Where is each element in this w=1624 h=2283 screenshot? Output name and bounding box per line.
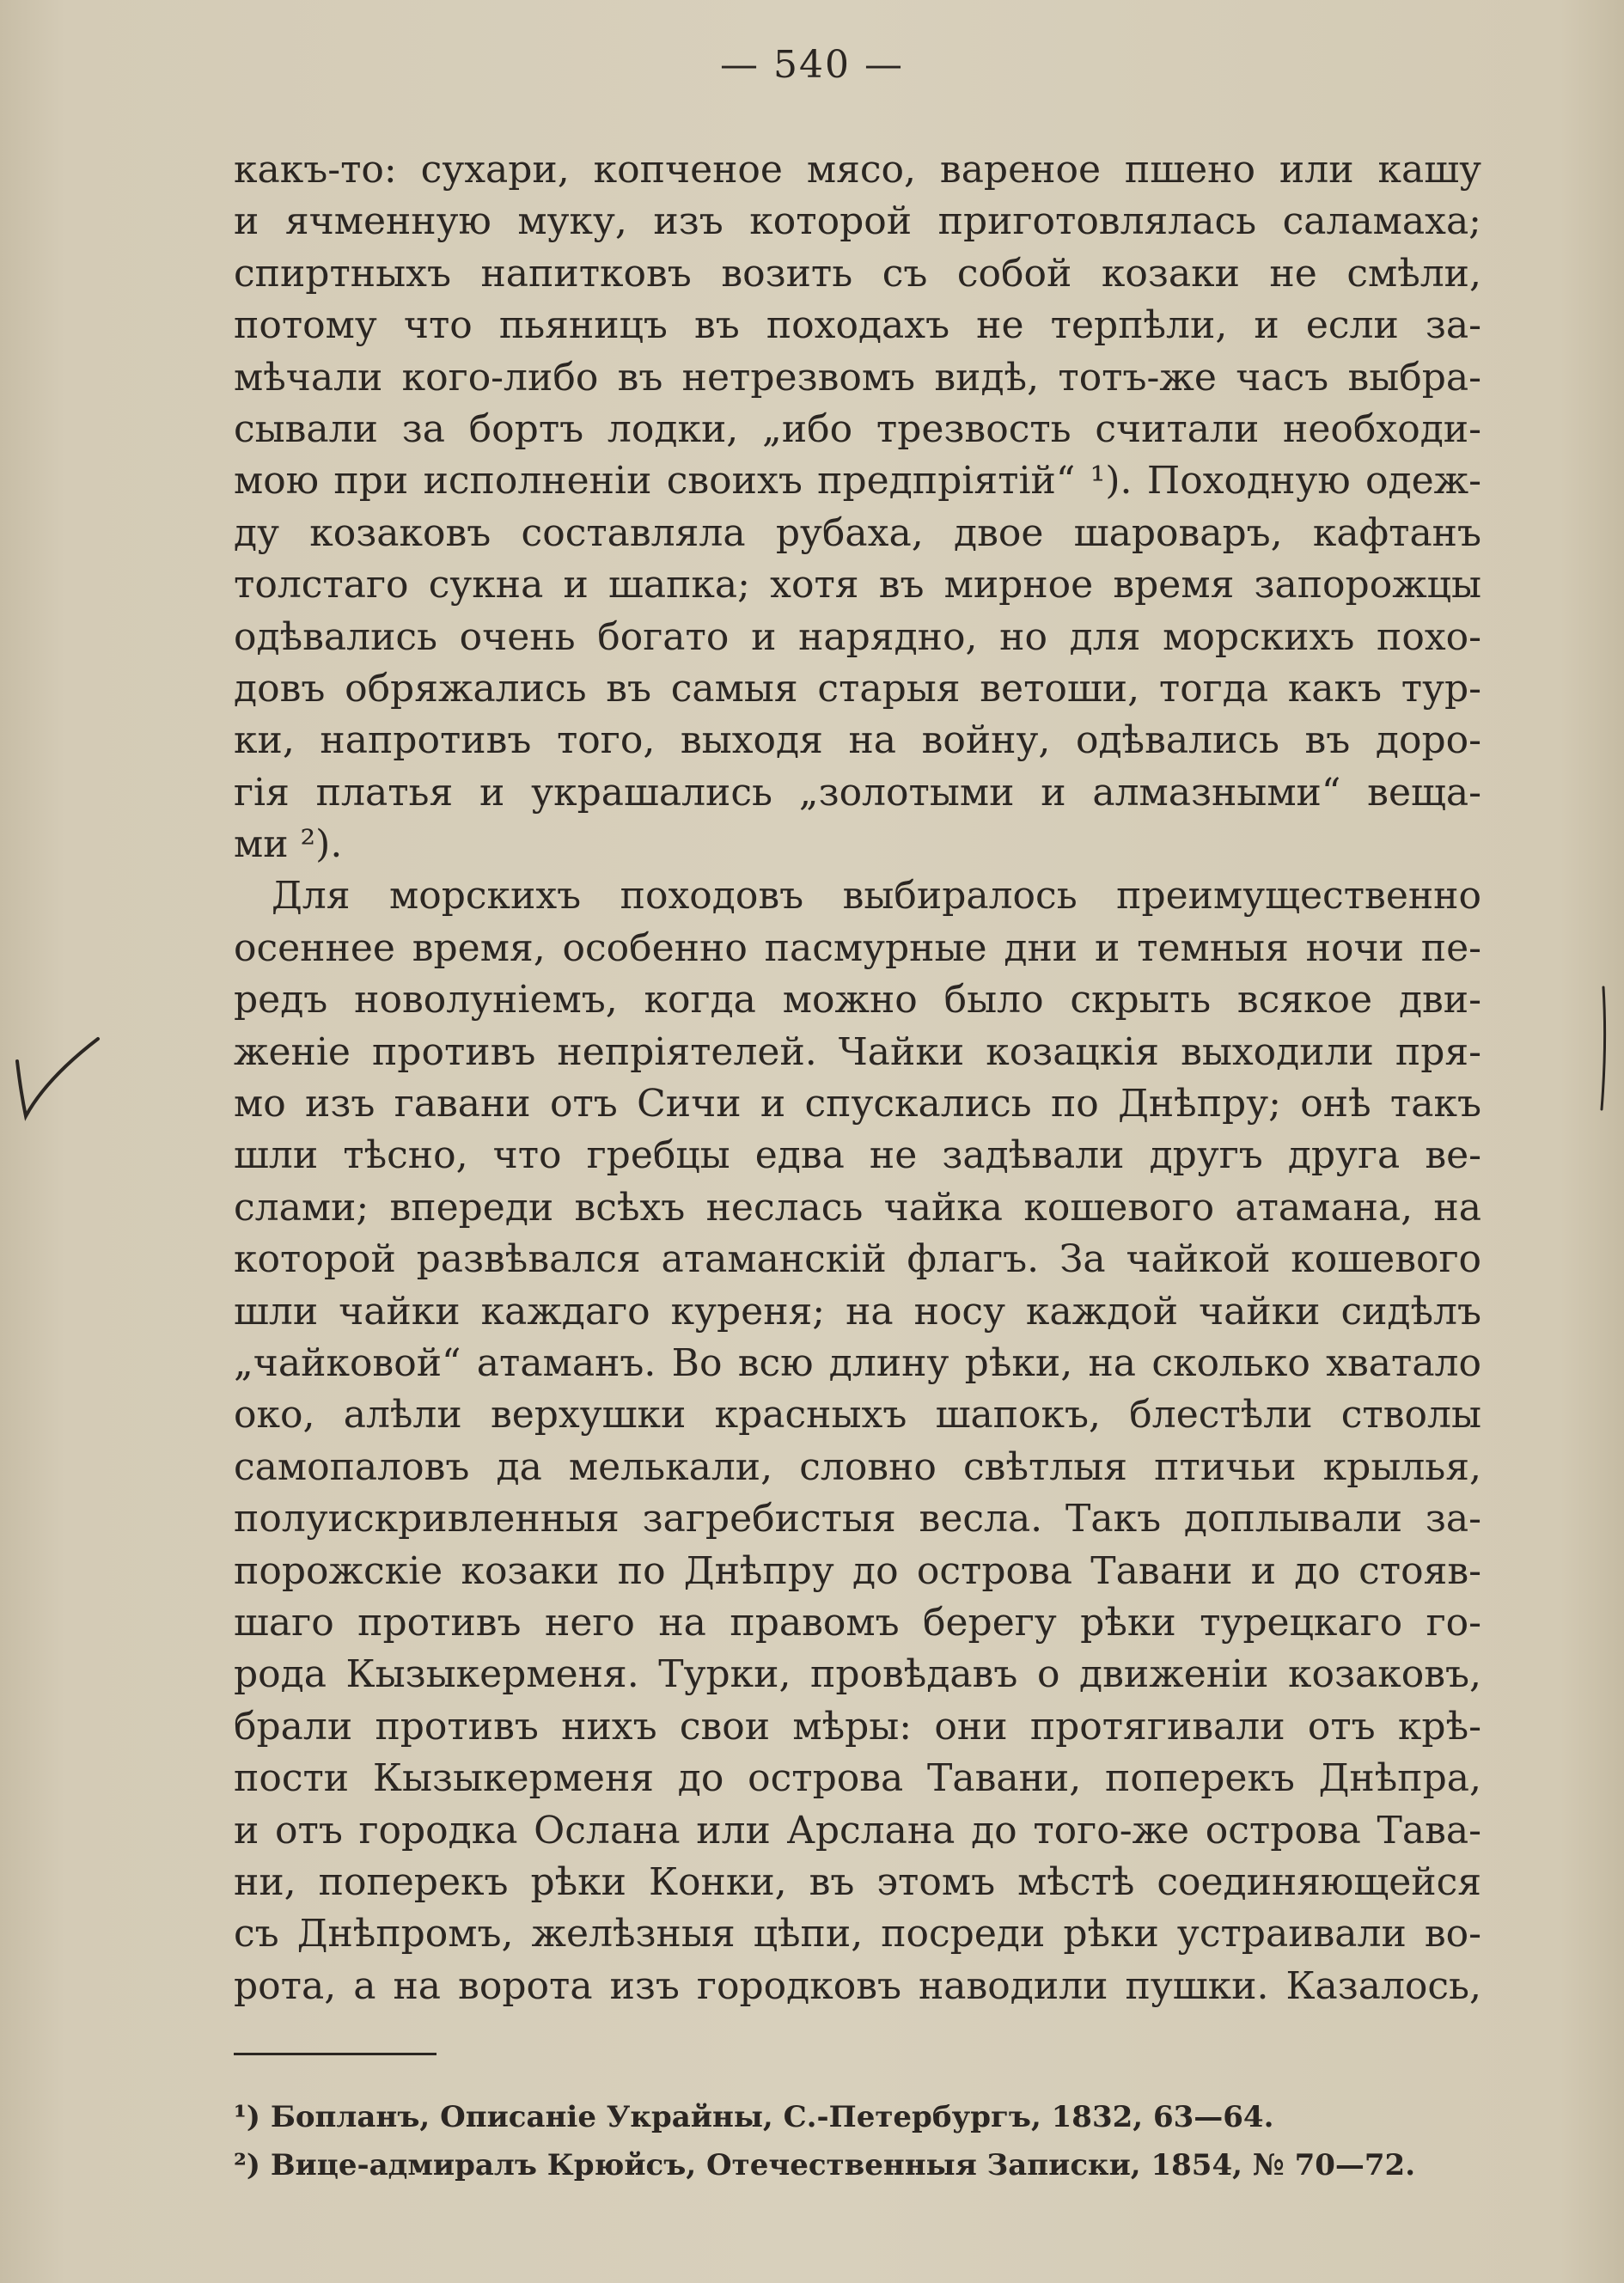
- text-line: мѣчали кого-либо въ нетрезвомъ видѣ, тотъ-же часъ выбра-: [234, 355, 1481, 400]
- text-line: какъ-то: сухари, копченое мясо, вареное пшено или кашу: [234, 148, 1481, 192]
- text-line: и отъ городка Ослана или Арслана до того-же острова Тава-: [234, 1808, 1481, 1853]
- text-line: редъ новолуніемъ, когда можно было скрыть всякое дви-: [234, 978, 1481, 1022]
- footnote-divider: [234, 2053, 437, 2055]
- text-line: осеннее время, особенно пасмурные дни и темныя ночи пе-: [234, 925, 1481, 970]
- text-line: мо изъ гавани отъ Сичи и спускались по Днѣпру; онѣ такъ: [234, 1082, 1481, 1126]
- text-line: гія платья и украшались „золотыми и алмазными“ веща-: [234, 770, 1481, 815]
- text-line: порожскіе козаки по Днѣпру до острова Тавани и до стояв-: [234, 1548, 1481, 1593]
- footnote: ²) Вице-адмиралъ Крюйсъ, Отечественныя Записки, 1854, № 70—72.: [234, 2148, 1416, 2182]
- text-line: ки, напротивъ того, выходя на войну, одѣвались въ доро-: [234, 718, 1481, 763]
- page-number: — 540 —: [720, 43, 904, 87]
- text-line: мою при исполненіи своихъ предпріятій“ ¹). Походную одеж-: [234, 459, 1481, 504]
- text-line: рода Кызыкерменя. Турки, провѣдавъ о движеніи козаковъ,: [234, 1652, 1481, 1697]
- text-line: толстаго сукна и шапка; хотя въ мирное время запорожцы: [234, 563, 1481, 607]
- text-line: самопаловъ да мелькали, словно свѣтлыя птичьи крылья,: [234, 1444, 1481, 1489]
- text-line: довъ обряжались въ самыя старыя ветоши, тогда какъ тур-: [234, 666, 1481, 711]
- text-line: ни, поперекъ рѣки Конки, въ этомъ мѣстѣ соединяющейся: [234, 1859, 1481, 1904]
- body-text: [234, 144, 1481, 2012]
- text-line: ду козаковъ составляла рубаха, двое шароваръ, кафтанъ: [234, 510, 1481, 555]
- text-line: око, алѣли верхушки красныхъ шапокъ, блестѣли стволы: [234, 1393, 1481, 1438]
- paragraph-start-line: Для морскихъ походовъ выбиралось преимущественно: [272, 874, 1481, 919]
- text-line: слами; впереди всѣхъ неслась чайка кошевого атамана, на: [234, 1185, 1481, 1230]
- text-line: шли чайки каждаго куреня; на носу каждой чайки сидѣлъ: [234, 1289, 1481, 1334]
- text-line: шаго противъ него на правомъ берегу рѣки турецкаго го-: [234, 1600, 1481, 1645]
- footnote: ¹) Бопланъ, Описаніе Украйны, С.-Петербургъ, 1832, 63—64.: [234, 2100, 1274, 2134]
- text-line: шли тѣсно, что гребцы едва не задѣвали другъ друга ве-: [234, 1133, 1481, 1178]
- text-line: „чайковой“ атаманъ. Во всю длину рѣки, на сколько хватало: [234, 1340, 1481, 1385]
- text-line: и ячменную муку, изъ которой приготовлялась саламаха;: [234, 199, 1481, 244]
- text-line: которой развѣвался атаманскій флагъ. За чайкой кошевого: [234, 1237, 1481, 1282]
- text-line: потому что пьяницъ въ походахъ не терпѣли, и если за-: [234, 303, 1481, 348]
- text-line: съ Днѣпромъ, желѣзныя цѣпи, посреди рѣки устраивали во-: [234, 1912, 1481, 1956]
- text-line: ми ²).: [234, 822, 343, 867]
- text-line: сывали за бортъ лодки, „ибо трезвость считали необходи-: [234, 406, 1481, 451]
- text-line: пости Кызыкерменя до острова Тавани, поперекъ Днѣпра,: [234, 1756, 1481, 1801]
- footnotes: [234, 2093, 1437, 2189]
- text-line: полуискривленныя загребистыя весла. Такъ доплывали за-: [234, 1497, 1481, 1541]
- text-line: одѣвались очень богато и нарядно, но для морскихъ похо-: [234, 614, 1481, 659]
- text-line: брали противъ нихъ свои мѣры: они протягивали отъ крѣ-: [234, 1704, 1481, 1749]
- text-line: спиртныхъ напитковъ возить съ собой козаки не смѣли,: [234, 251, 1481, 296]
- pencil-margin-bar-icon: [1595, 984, 1612, 1113]
- text-line: рота, а на ворота изъ городковъ наводили пушки. Казалось,: [234, 1963, 1481, 2008]
- pencil-checkmark-icon: [12, 1027, 107, 1130]
- text-line: женіе противъ непріятелей. Чайки козацкія выходили пря-: [234, 1029, 1481, 1074]
